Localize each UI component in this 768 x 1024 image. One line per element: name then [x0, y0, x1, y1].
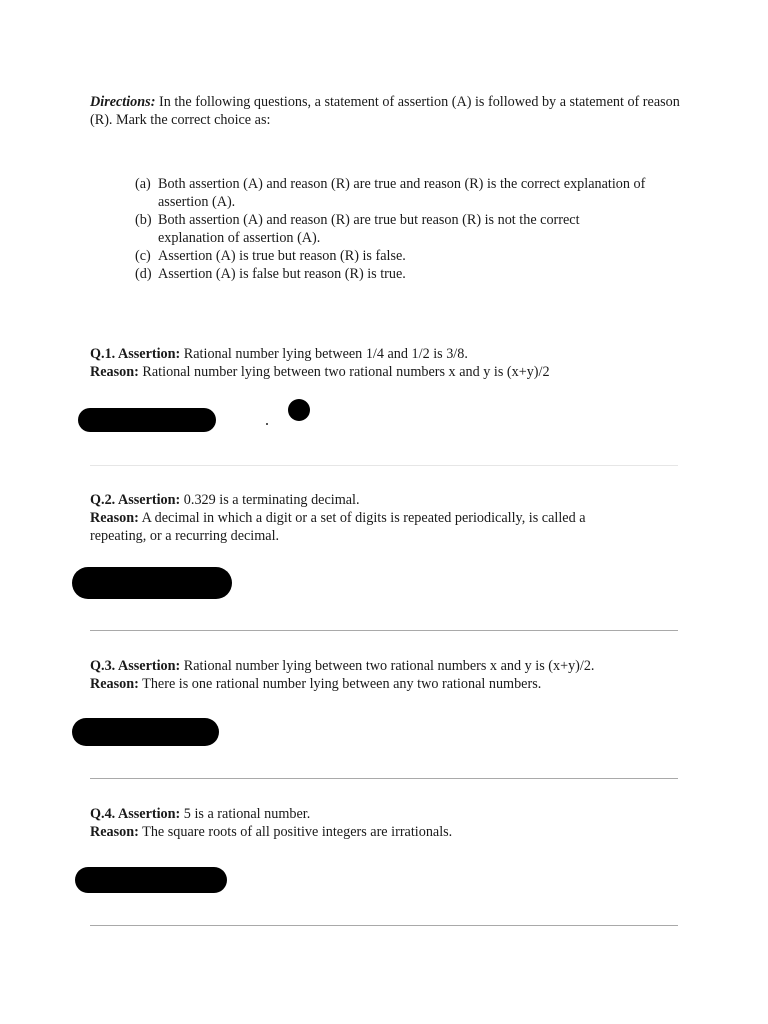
- question-4: [90, 805, 690, 841]
- divider-line: [90, 465, 678, 466]
- speck-mark: [266, 423, 268, 425]
- option-a: [135, 175, 695, 211]
- redacted-answer-3: [72, 718, 219, 746]
- reason-line: [90, 823, 690, 841]
- reason-label: Reason:: [90, 364, 139, 380]
- reason-label: Reason:: [90, 824, 139, 840]
- reason-line: [90, 509, 630, 545]
- assertion-text: Rational number lying between two rational numbers x and y is (x+y)/2.: [180, 658, 595, 674]
- option-text: Both assertion (A) and reason (R) are true but reason (R) is not the correct explanation of assertion (A).: [158, 212, 580, 246]
- assertion-line: [90, 345, 690, 363]
- directions-paragraph: [90, 93, 690, 129]
- question-3: [90, 657, 690, 693]
- directions-text: In the following questions, a statement of assertion (A) is followed by a statement of reason (R). Mark the correct choice as:: [90, 94, 680, 128]
- redaction-dot: [288, 399, 310, 421]
- option-key: (d): [135, 266, 152, 282]
- divider-line: [90, 778, 678, 779]
- assertion-line: [90, 657, 690, 675]
- redacted-answer-2: [72, 567, 232, 599]
- reason-text: A decimal in which a digit or a set of digits is repeated periodically, is called a repeating, or a recurring decimal.: [90, 510, 586, 544]
- assertion-line: [90, 491, 690, 509]
- assertion-text: 0.329 is a terminating decimal.: [180, 492, 360, 508]
- reason-label: Reason:: [90, 510, 139, 526]
- question-label: Q.2. Assertion:: [90, 492, 181, 508]
- option-key: (c): [135, 248, 151, 264]
- option-c: [135, 247, 695, 265]
- option-d: [135, 265, 695, 283]
- reason-text: The square roots of all positive integers are irrationals.: [138, 824, 453, 840]
- option-text: Assertion (A) is true but reason (R) is false.: [158, 248, 406, 264]
- question-label: Q.4. Assertion:: [90, 806, 181, 822]
- question-label: Q.3. Assertion:: [90, 658, 181, 674]
- assertion-line: [90, 805, 690, 823]
- question-label: Q.1. Assertion:: [90, 346, 181, 362]
- option-key: (a): [135, 176, 151, 192]
- option-text: Assertion (A) is false but reason (R) is true.: [158, 266, 406, 282]
- reason-text: Rational number lying between two rational numbers x and y is (x+y)/2: [138, 364, 550, 380]
- directions-label: Directions:: [90, 94, 156, 110]
- option-text: Both assertion (A) and reason (R) are true and reason (R) is the correct explanation of assertion (A).: [158, 176, 646, 210]
- assertion-text: 5 is a rational number.: [180, 806, 311, 822]
- option-b: [135, 211, 695, 247]
- assertion-text: Rational number lying between 1/4 and 1/2 is 3/8.: [180, 346, 468, 362]
- reason-label: Reason:: [90, 676, 139, 692]
- redacted-answer-4: [75, 867, 227, 893]
- divider-line: [90, 925, 678, 926]
- reason-line: [90, 675, 690, 693]
- answer-options-list: [135, 175, 695, 283]
- redacted-answer-1: [78, 408, 216, 432]
- divider-line: [90, 630, 678, 631]
- question-2: [90, 491, 690, 545]
- reason-line: [90, 363, 690, 381]
- question-1: [90, 345, 690, 381]
- option-key: (b): [135, 212, 152, 228]
- reason-text: There is one rational number lying between any two rational numbers.: [138, 676, 542, 692]
